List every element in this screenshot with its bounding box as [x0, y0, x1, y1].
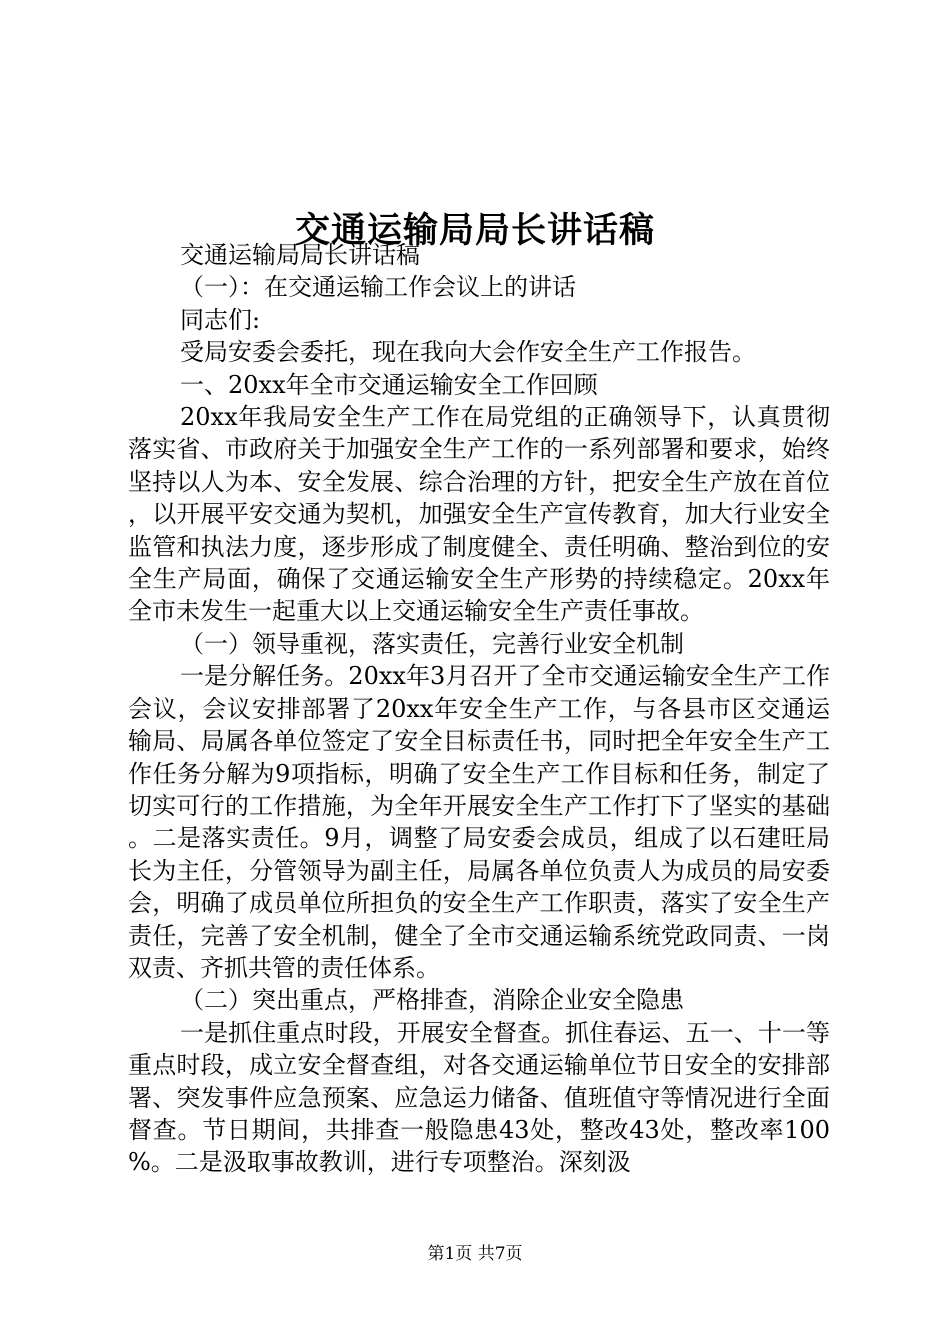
- paragraph-review-summary: 20xx年我局安全生产工作在局党组的正确领导下，认真贯彻落实省、市政府关于加强安全生产工作的一系列部署和要求，始终坚持以人为本、安全发展、综合治理的方针，把安全生产放在首位，以开展平安交通为契机，加强安全生产宣传教育，加大行业安全监管和执法力度，逐步形成了制度健全、责任明确、整治到位的安全生产局面，确保了交通运输安全生产形势的持续稳定。20xx年全市未发生一起重大以上交通运输安全生产责任事故。: [128, 403, 830, 626]
- section-heading-review: 一、20xx年全市交通运输安全工作回顾: [180, 370, 598, 399]
- paragraph-subtitle: （一）：在交通运输工作会议上的讲话: [180, 273, 576, 302]
- page-footer: 第1页 共7页: [427, 1244, 523, 1264]
- subsection-heading-leadership: （一）领导重视，落实责任，完善行业安全机制: [180, 629, 684, 658]
- subsection-heading-inspection: （二）突出重点，严格排查，消除企业安全隐患: [180, 986, 684, 1015]
- paragraph-leadership: 一是分解任务。20xx年3月召开了全市交通运输安全生产工作会议，会议安排部署了20xx年安全生产工作，与各县市区交通运输局、局属各单位签定了安全目标责任书，同时把全年安全生产工作任务分解为9项指标，明确了安全生产工作目标和任务，制定了切实可行的工作措施，为全年开展安全生产工作打下了坚实的基础。二是落实责任。9月，调整了局安委会成员，组成了以石建旺局长为主任，分管领导为副主任，局属各单位负责人为成员的局安委会，明确了成员单位所担负的安全生产工作职责，落实了安全生产责任，完善了安全机制，健全了全市交通运输系统党政同责、一岗双责、齐抓共管的责任体系。: [128, 662, 830, 982]
- paragraph-salutation: 同志们:: [180, 305, 261, 334]
- document-title: 交通运输局局长讲话稿: [294, 210, 655, 252]
- paragraph-heading-repeat: 交通运输局局长讲话稿: [180, 241, 420, 269]
- document-body: [128, 239, 830, 1179]
- paragraph-inspection: 一是抓住重点时段，开展安全督查。抓住春运、五一、十一等重点时段，成立安全督查组，对各交通运输单位节日安全的安排部署、突发事件应急预案、应急运力储备、值班值守等情况进行全面督查。节日期间，共排查一般隐患43处，整改43处，整改率100%。二是汲取事故教训，进行专项整治。深刻汲: [128, 1018, 830, 1177]
- paragraph-intro: 受局安委会委托，现在我向大会作安全生产工作报告。: [180, 338, 756, 367]
